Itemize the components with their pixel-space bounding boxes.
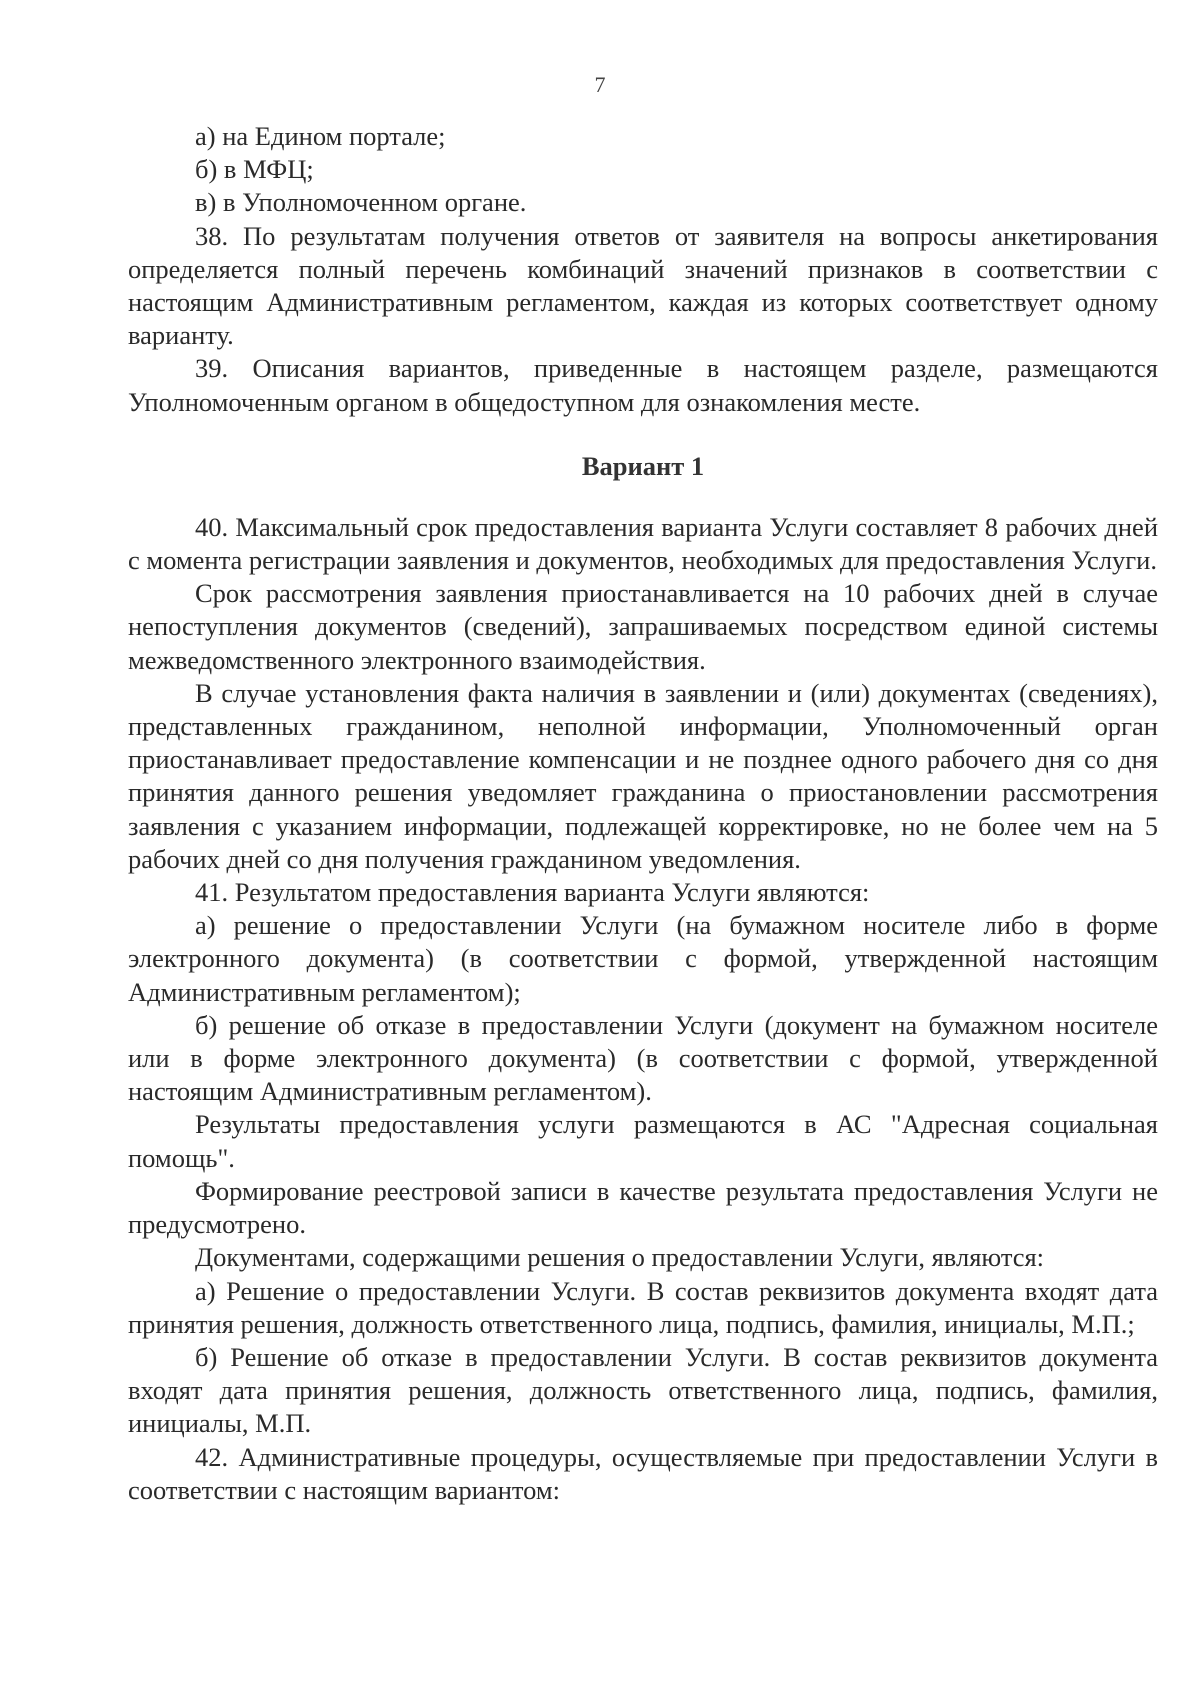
page-number: 7: [594, 72, 606, 97]
list-item-portal: а) на Едином портале;: [195, 121, 446, 151]
paragraph-decision-a: а) Решение о предоставлении Услуги. В состав реквизитов документа входят дата принятия решения, должность ответственного лица, подпись, фамилия, инициалы, М.П.;: [128, 1275, 1158, 1339]
paragraph-suspension-term: Срок рассмотрения заявления приостанавливается на 10 рабочих дней в случае непоступления документов (сведений), запрашиваемых посредством единой системы межведомственного электронного взаимодействия.: [128, 578, 1158, 675]
paragraph-38: 38. По результатам получения ответов от заявителя на вопросы анкетирования определяется полный перечень комбинаций значений признаков в соответствии с настоящим Административным регламентом, каждая из которых соответствует одному варианту.: [128, 220, 1158, 351]
list-item-mfc: б) в МФЦ;: [195, 154, 314, 185]
paragraph-decision-b: б) Решение об отказе в предоставлении Услуги. В состав реквизитов документа входят дата принятия решения, должность ответственного лица, подпись, фамилия, инициалы, М.П.: [128, 1341, 1158, 1439]
paragraph-results-placement: Результаты предоставления услуги размещаются в АС "Адресная социальная помощь".: [128, 1109, 1158, 1173]
paragraph-41: 41. Результатом предоставления варианта Услуги являются:: [195, 877, 870, 908]
paragraph-incomplete-info: В случае установления факта наличия в заявлении и (или) документах (сведениях), представленных гражданином, неполной информации, Уполномоченный орган приостанавливает предоставление компенсации и не позднее одного рабочего дня со дня принятия данного решения уведомляет гражданина о приостановлении рассмотрения заявления с указанием информации, подлежащей корректировке, но не более чем на 5 рабочих дней со дня получения гражданином уведомления.: [128, 677, 1158, 874]
paragraph-41-a: а) решение о предоставлении Услуги (на бумажном носителе либо в форме электронного документа) (в соответствии с формой, утвержденной настоящим Административным регламентом);: [128, 910, 1158, 1007]
document-body: [128, 120, 1158, 1507]
paragraph-42: 42. Административные процедуры, осуществляемые при предоставлении Услуги в соответствии с настоящим вариантом:: [128, 1441, 1158, 1505]
paragraph-decision-documents: Документами, содержащими решения о предоставлении Услуги, являются:: [195, 1242, 1045, 1273]
paragraph-40: 40. Максимальный срок предоставления варианта Услуги составляет 8 рабочих дней с момента регистрации заявления и документов, необходимых для предоставления Услуги.: [128, 511, 1158, 576]
list-item-authority: в) в Уполномоченном органе.: [195, 187, 527, 218]
paragraph-39: 39. Описания вариантов, приведенные в настоящем разделе, размещаются Уполномоченным органом в общедоступном для ознакомления месте.: [128, 353, 1158, 417]
paragraph-41-b: б) решение об отказе в предоставлении Услуги (документ на бумажном носителе или в форме электронного документа) (в соответствии с формой, утвержденной настоящим Административным регламентом).: [128, 1009, 1158, 1107]
paragraph-registry-record: Формирование реестровой записи в качестве результата предоставления Услуги не предусмотрено.: [128, 1175, 1158, 1240]
section-heading: Вариант 1: [581, 450, 705, 481]
